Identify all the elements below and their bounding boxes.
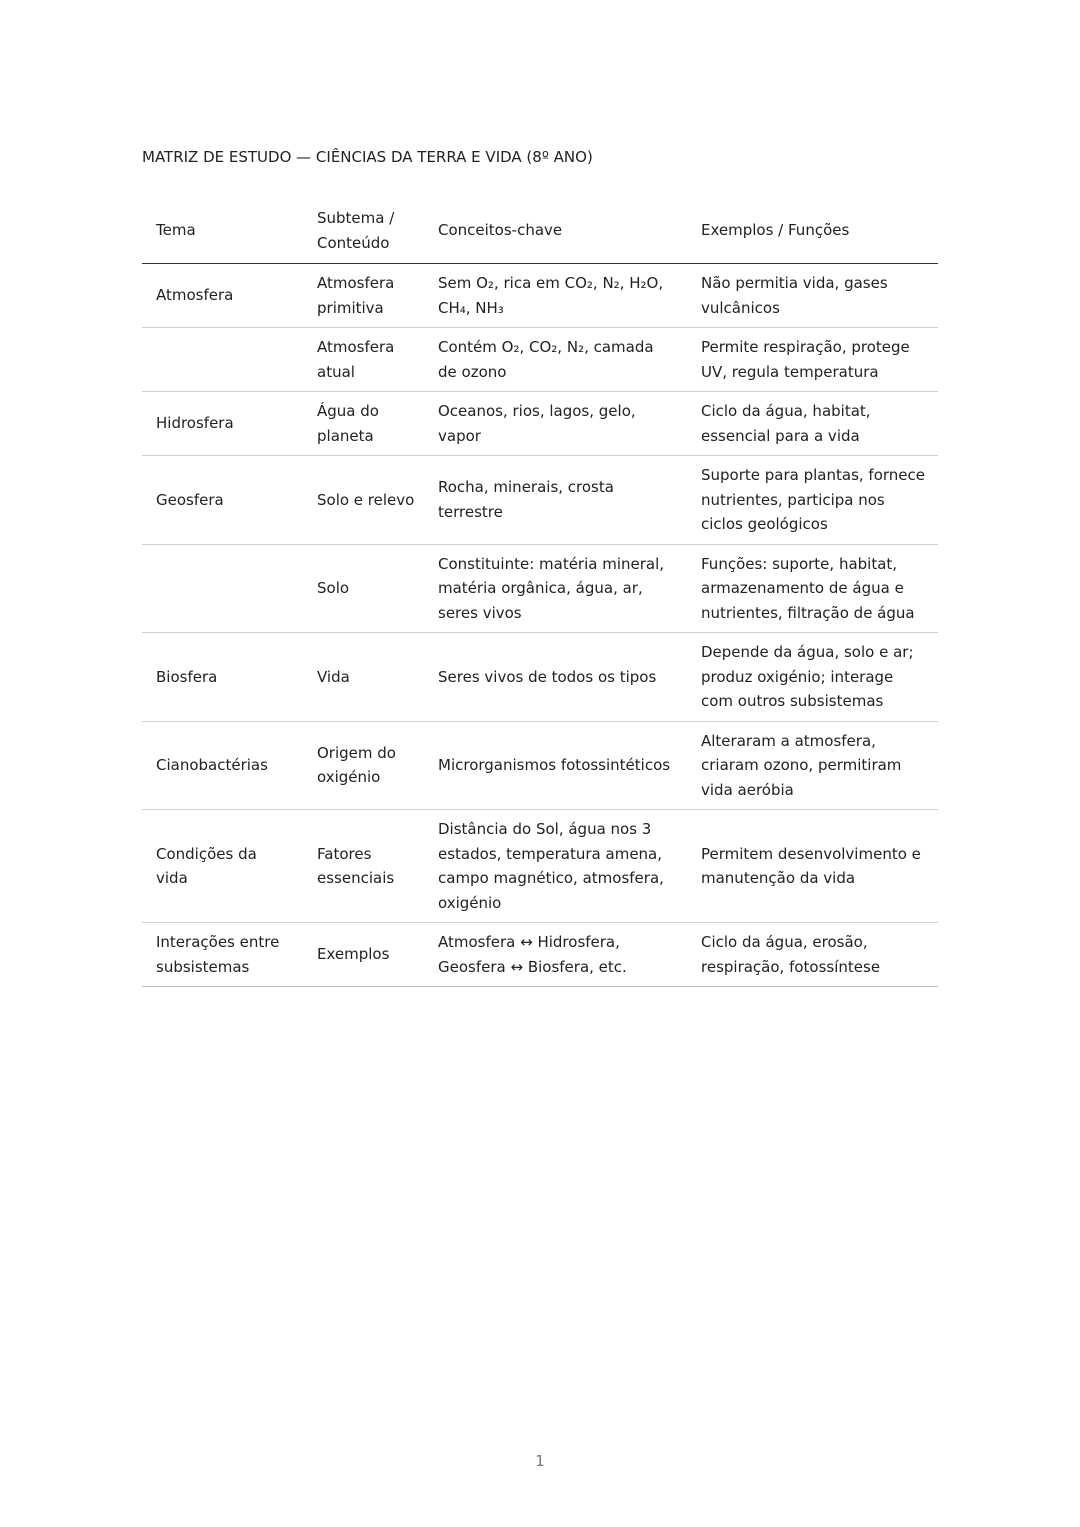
column-header-tema: Tema [142, 198, 303, 264]
cell-exemplos: Ciclo da água, habitat, essencial para a vida [687, 392, 938, 456]
cell-exemplos: Não permitia vida, gases vulcânicos [687, 264, 938, 328]
page-title: MATRIZ DE ESTUDO — CIÊNCIAS DA TERRA E VIDA (8º ANO) [142, 148, 593, 166]
cell-conceitos: Rocha, minerais, crosta terrestre [424, 456, 687, 545]
table-row [142, 544, 938, 633]
table-row [142, 328, 938, 392]
cell-exemplos: Suporte para plantas, fornece nutrientes, participa nos ciclos geológicos [687, 456, 938, 545]
cell-conceitos: Microrganismos fotossintéticos [424, 721, 687, 810]
cell-subtema: Atmosfera atual [303, 328, 424, 392]
cell-tema [142, 328, 303, 392]
cell-tema: Cianobactérias [142, 721, 303, 810]
cell-tema: Condições da vida [142, 810, 303, 923]
table-row [142, 392, 938, 456]
cell-subtema: Atmosfera primitiva [303, 264, 424, 328]
cell-exemplos: Permitem desenvolvimento e manutenção da vida [687, 810, 938, 923]
cell-exemplos: Funções: suporte, habitat, armazenamento de água e nutrientes, filtração de água [687, 544, 938, 633]
cell-conceitos: Oceanos, rios, lagos, gelo, vapor [424, 392, 687, 456]
table-header-row [142, 198, 938, 264]
page-number: 1 [535, 1452, 545, 1470]
column-header-exemplos: Exemplos / Funções [687, 198, 938, 264]
cell-conceitos: Atmosfera ↔ Hidrosfera, Geosfera ↔ Biosfera, etc. [424, 923, 687, 987]
cell-subtema: Fatores essenciais [303, 810, 424, 923]
table-row [142, 923, 938, 987]
cell-subtema: Vida [303, 633, 424, 722]
cell-exemplos: Depende da água, solo e ar; produz oxigénio; interage com outros subsistemas [687, 633, 938, 722]
cell-conceitos: Seres vivos de todos os tipos [424, 633, 687, 722]
cell-tema: Biosfera [142, 633, 303, 722]
cell-conceitos: Sem O₂, rica em CO₂, N₂, H₂O, CH₄, NH₃ [424, 264, 687, 328]
cell-tema: Hidrosfera [142, 392, 303, 456]
cell-subtema: Origem do oxigénio [303, 721, 424, 810]
study-matrix-table [142, 198, 938, 987]
table-row [142, 633, 938, 722]
table-row [142, 810, 938, 923]
table-row [142, 456, 938, 545]
cell-subtema: Exemplos [303, 923, 424, 987]
cell-conceitos: Distância do Sol, água nos 3 estados, temperatura amena, campo magnético, atmosfera, oxigénio [424, 810, 687, 923]
cell-tema: Geosfera [142, 456, 303, 545]
cell-subtema: Solo e relevo [303, 456, 424, 545]
cell-exemplos: Alteraram a atmosfera, criaram ozono, permitiram vida aeróbia [687, 721, 938, 810]
table-row [142, 264, 938, 328]
cell-subtema: Água do planeta [303, 392, 424, 456]
cell-conceitos: Contém O₂, CO₂, N₂, camada de ozono [424, 328, 687, 392]
column-header-subtema: Subtema / Conteúdo [303, 198, 424, 264]
cell-tema: Interações entre subsistemas [142, 923, 303, 987]
cell-conceitos: Constituinte: matéria mineral, matéria orgânica, água, ar, seres vivos [424, 544, 687, 633]
cell-tema: Atmosfera [142, 264, 303, 328]
cell-exemplos: Permite respiração, protege UV, regula temperatura [687, 328, 938, 392]
table-row [142, 721, 938, 810]
cell-exemplos: Ciclo da água, erosão, respiração, fotossíntese [687, 923, 938, 987]
cell-tema [142, 544, 303, 633]
column-header-conceitos: Conceitos-chave [424, 198, 687, 264]
cell-subtema: Solo [303, 544, 424, 633]
